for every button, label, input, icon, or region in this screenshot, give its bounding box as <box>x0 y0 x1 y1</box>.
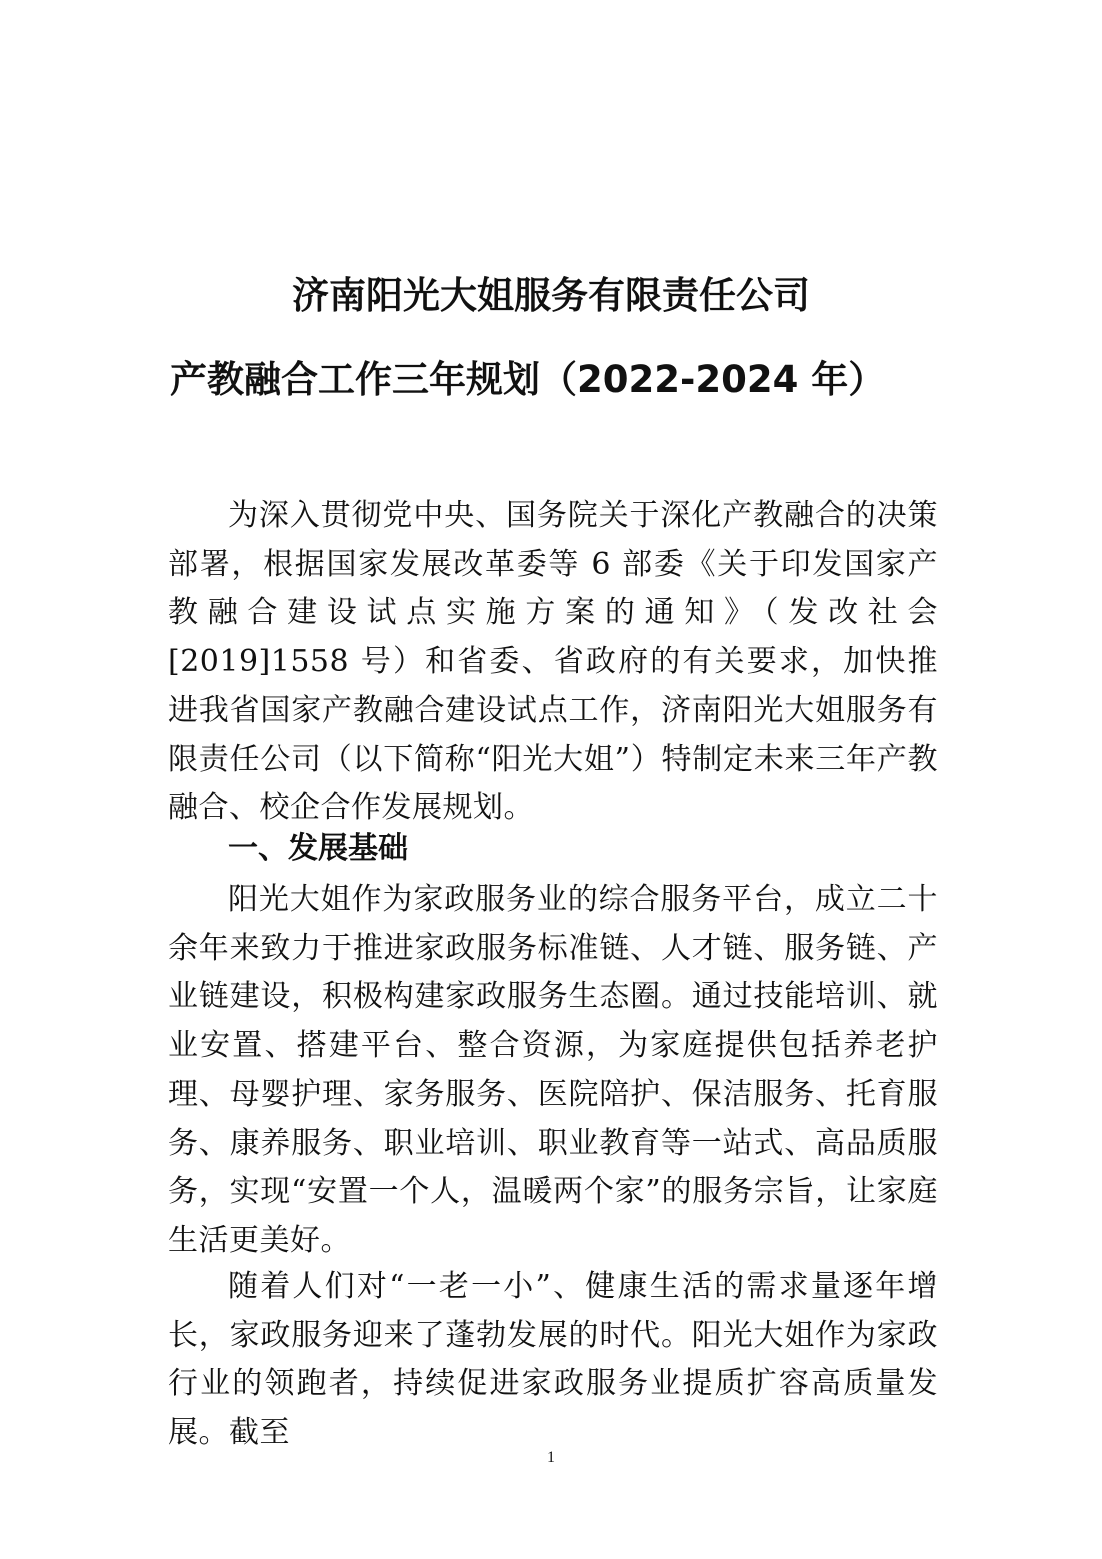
body-paragraph: 随着人们对“一老一小”、健康生活的需求量逐年增长，家政服务迎来了蓬勃发展的时代。阳光大姐作为家政行业的领跑者，持续促进家政服务业提质扩容高质量发展。截至 <box>168 1269 938 1451</box>
page-number: 1 <box>547 1449 555 1466</box>
body-paragraph: 阳光大姐作为家政服务业的综合服务平台，成立二十余年来致力于推进家政服务标准链、人才链、服务链、产业链建设，积极构建家政服务生态圈。通过技能培训、就业安置、搭建平台、整合资源，为家庭提供包括养老护理、母婴护理、家务服务、医院陪护、保洁服务、托育服务、康养服务、职业培训、职业教育等一站式、高品质服务，实现“安置一个人，温暖两个家”的服务宗旨，让家庭生活更美好。 <box>168 882 938 1258</box>
document-title-line-1: 济南阳光大姐服务有限责任公司 <box>292 274 810 317</box>
intro-paragraph: 为深入贯彻党中央、国务院关于深化产教融合的决策部署，根据国家发展改革委等 6 部委《关于印发国家产教融合建设试点实施方案的通知》（发改社会[2019]1558 号）和省委、省政府的有关要求，加快推进我省国家产教融合建设试点工作，济南阳光大姐服务有限责任公司（以下简称“阳光大姐”）特制定未来三年产教融合、校企合作发展规划。 <box>168 498 938 826</box>
section-heading-development-basis: 一、发展基础 <box>228 831 408 866</box>
document-title-line-2: 产教融合工作三年规划（2022-2024 年） <box>170 358 886 401</box>
